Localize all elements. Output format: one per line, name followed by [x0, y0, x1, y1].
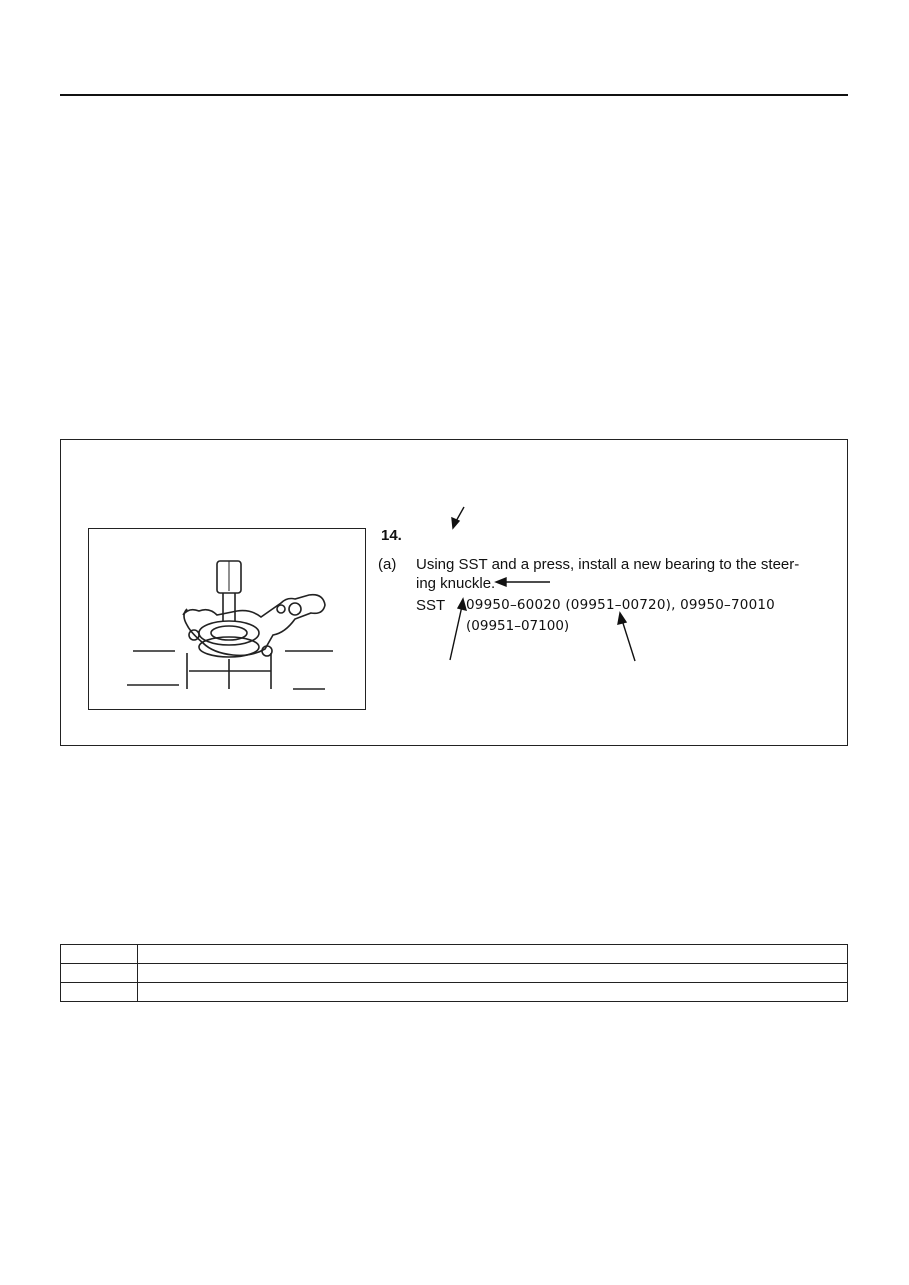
table-row [61, 983, 848, 1002]
sst-codes-line-1: 09950–60020 (09951–00720), 09950–70010 [466, 597, 775, 613]
bearing-press-illustration-icon [89, 529, 365, 709]
substep-label: (a) [378, 556, 397, 573]
table-row [61, 964, 848, 983]
header-rule [60, 94, 848, 96]
bearing-press-figure [88, 528, 366, 710]
instruction-line-2: ing knuckle. [416, 575, 496, 592]
spec-table [60, 944, 848, 1002]
instruction-line-1: Using SST and a press, install a new bearing to the steer- [416, 556, 800, 573]
sst-label: SST [416, 597, 446, 614]
step-number: 14. [381, 527, 402, 544]
sst-codes-line-2: (09951–07100) [466, 618, 570, 634]
table-row [61, 945, 848, 964]
